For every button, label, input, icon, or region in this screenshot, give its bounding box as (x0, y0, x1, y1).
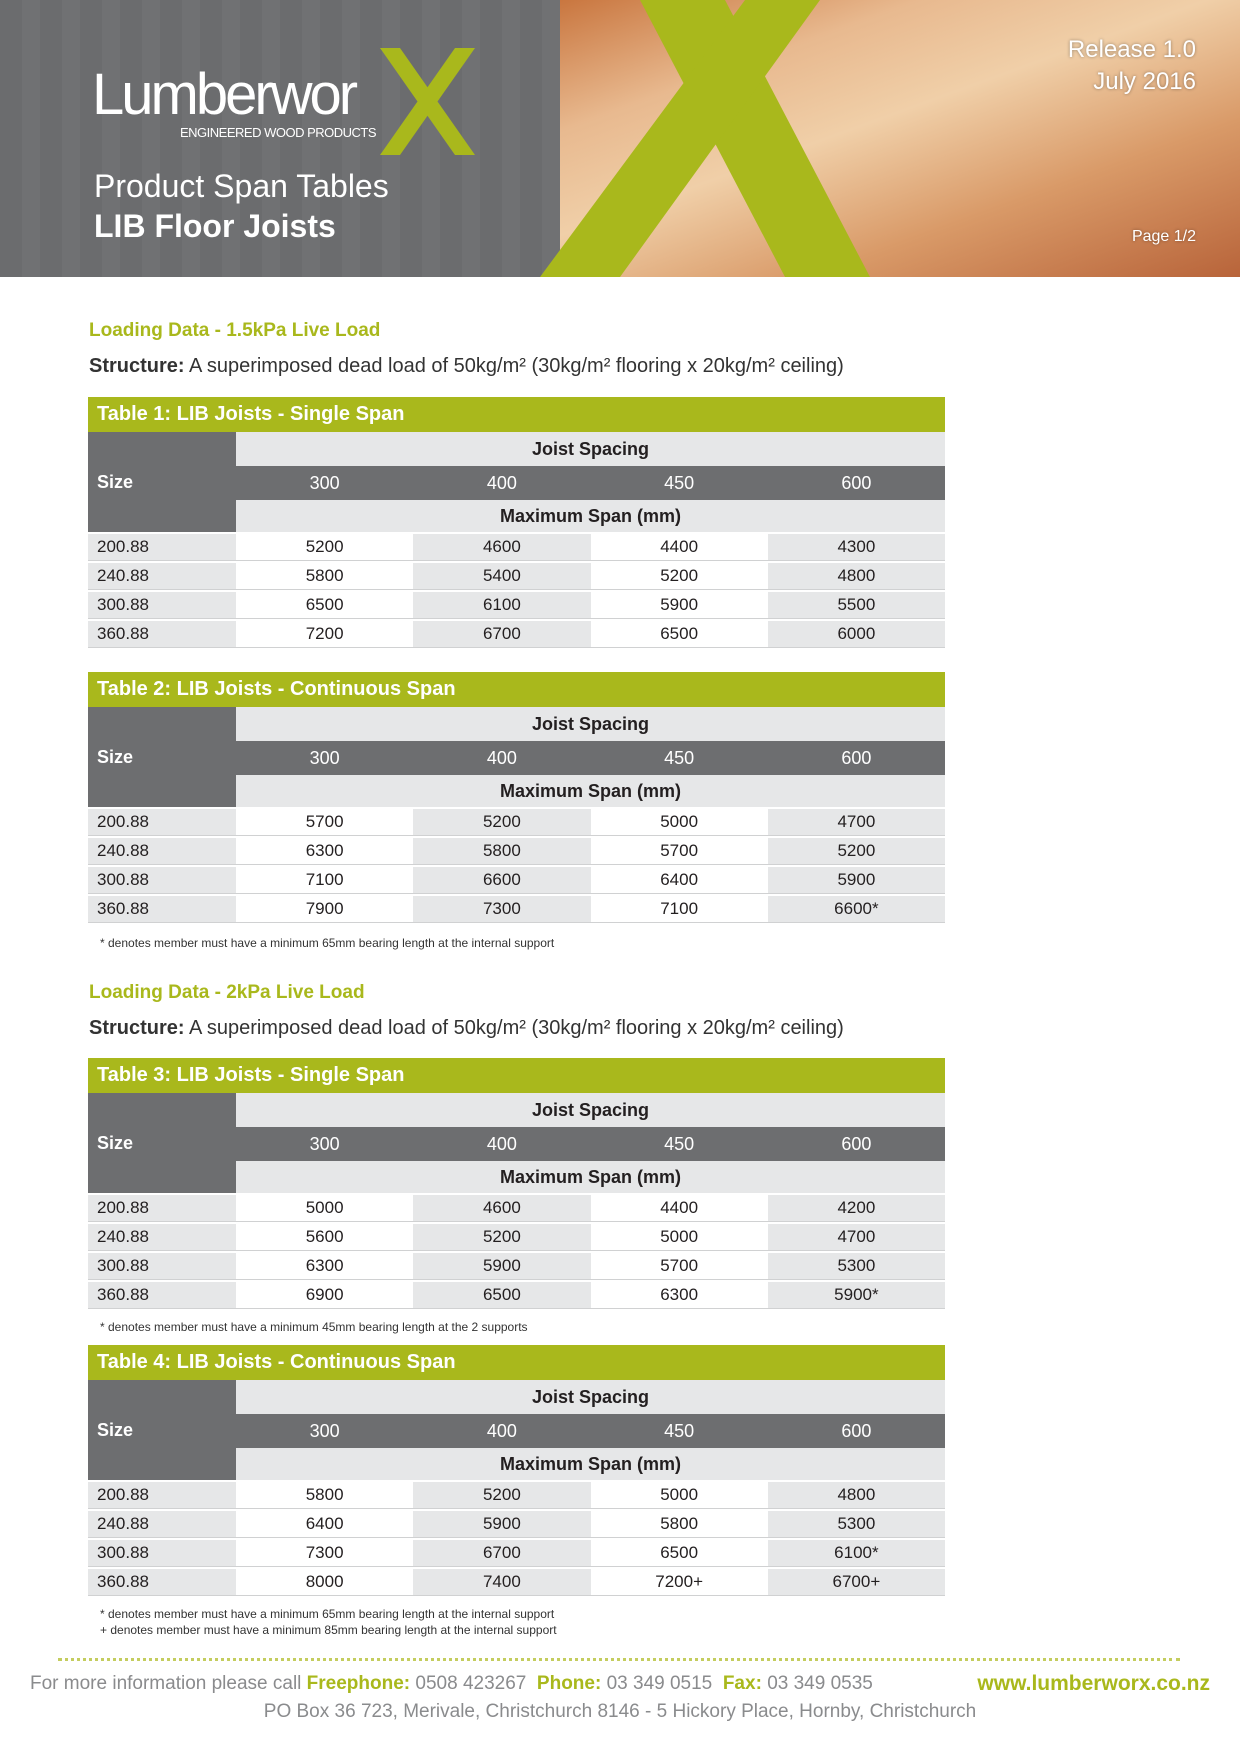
table-row (88, 561, 945, 590)
span-cell: 7200 (236, 621, 413, 647)
span-cell: 5200 (413, 1224, 590, 1250)
joist-spacing-header: Joist Spacing (236, 1093, 945, 1127)
size-cell: 240.88 (88, 563, 236, 589)
table-title: Table 4: LIB Joists - Continuous Span (88, 1345, 945, 1380)
table-row (88, 894, 945, 923)
span-cell: 7900 (236, 896, 413, 922)
size-cell: 200.88 (88, 809, 236, 835)
span-cell: 5400 (413, 563, 590, 589)
spacing-header-cell: 450 (664, 1134, 695, 1154)
spacing-header-cell: 450 (664, 473, 695, 493)
span-cell: 6400 (591, 867, 768, 893)
spacing-header-cell: 600 (841, 473, 872, 493)
size-cell: 360.88 (88, 1569, 236, 1595)
span-cell: 5900 (768, 867, 945, 893)
dotted-divider (58, 1658, 1180, 1661)
spacing-header-cell: 300 (309, 748, 340, 768)
size-cell: 360.88 (88, 1282, 236, 1308)
joist-spacing-header: Joist Spacing (236, 432, 945, 466)
fax-label: Fax: (722, 1673, 762, 1694)
table-title: Table 3: LIB Joists - Single Span (88, 1058, 945, 1093)
spacing-header-cell: 600 (841, 748, 872, 768)
table-4-note: * denotes member must have a minimum 65mm bearing length at the internal support (100, 1607, 555, 1621)
span-table-4 (88, 1345, 945, 1596)
span-cell: 6700 (413, 1540, 590, 1566)
spacing-header-cell: 300 (309, 1134, 340, 1154)
table-3-note: * denotes member must have a minimum 45mm bearing length at the 2 supports (100, 1320, 528, 1334)
header-banner (0, 0, 1240, 277)
structure-text (89, 355, 844, 378)
table-row (88, 1280, 945, 1309)
size-column-header: Size (88, 432, 236, 532)
spacing-header-cell: 450 (664, 748, 695, 768)
structure-description: A superimposed dead load of 50kg/m² (30kg/m² flooring x 20kg/m² ceiling) (189, 355, 844, 377)
table-2-note: * denotes member must have a minimum 65mm bearing length at the internal support (100, 936, 555, 950)
table-4-note: + denotes member must have a minimum 85mm bearing length at the internal support (100, 1623, 557, 1637)
freephone-number[interactable]: 0508 423267 (415, 1673, 527, 1694)
span-cell: 5500 (768, 592, 945, 618)
span-cell: 6300 (236, 838, 413, 864)
table-row (88, 1222, 945, 1251)
span-cell: 5200 (236, 534, 413, 560)
footer-address: PO Box 36 723, Merivale, Christchurch 8146 - 5 Hickory Place, Hornby, Christchurch (263, 1701, 977, 1722)
freephone-label: Freephone: (306, 1673, 411, 1694)
table-row (88, 865, 945, 894)
structure-label: Structure: (89, 355, 185, 377)
logo-wordmark: Lumberwor (92, 62, 356, 127)
span-cell: 5900 (413, 1253, 590, 1279)
span-cell: 6500 (591, 1540, 768, 1566)
table-row (88, 619, 945, 648)
table-row (88, 1538, 945, 1567)
spacing-header-cell: 400 (486, 748, 517, 768)
span-cell: 5900 (591, 592, 768, 618)
spacing-header-cell: 400 (486, 473, 517, 493)
table-row (88, 590, 945, 619)
span-cell: 5800 (236, 563, 413, 589)
span-cell: 7400 (413, 1569, 590, 1595)
span-cell: 7100 (236, 867, 413, 893)
span-cell: 5200 (768, 838, 945, 864)
span-cell: 5800 (591, 1511, 768, 1537)
size-cell: 200.88 (88, 1482, 236, 1508)
spacing-values-row (236, 1127, 945, 1161)
spacing-header-cell: 300 (309, 473, 340, 493)
maximum-span-header: Maximum Span (mm) (236, 500, 945, 532)
span-cell: 5300 (768, 1253, 945, 1279)
span-cell: 4700 (768, 809, 945, 835)
table-row (88, 836, 945, 865)
spacing-header-cell: 600 (841, 1134, 872, 1154)
span-cell: 6600 (413, 867, 590, 893)
table-row (88, 1509, 945, 1538)
span-cell: 5300 (768, 1511, 945, 1537)
span-cell: 5000 (236, 1195, 413, 1221)
span-cell: 5800 (413, 838, 590, 864)
release-date: July 2016 (1093, 68, 1196, 95)
joist-spacing-header: Joist Spacing (236, 707, 945, 741)
span-cell: 5700 (591, 838, 768, 864)
span-cell: 5200 (413, 809, 590, 835)
span-cell: 6300 (591, 1282, 768, 1308)
website-link[interactable]: www.lumberworx.co.nz (977, 1672, 1210, 1695)
span-cell: 7300 (236, 1540, 413, 1566)
span-table-1 (88, 397, 945, 648)
spacing-values-row (236, 466, 945, 500)
span-cell: 4800 (768, 1482, 945, 1508)
span-cell: 6300 (236, 1253, 413, 1279)
spacing-header-cell: 300 (309, 1421, 340, 1441)
maximum-span-header: Maximum Span (mm) (236, 1448, 945, 1480)
size-column-header: Size (88, 707, 236, 807)
spacing-header-cell: 400 (486, 1421, 517, 1441)
span-cell: 4700 (768, 1224, 945, 1250)
structure-label: Structure: (89, 1017, 185, 1039)
span-cell: 7200+ (591, 1569, 768, 1595)
size-cell: 200.88 (88, 1195, 236, 1221)
span-cell: 4400 (591, 1195, 768, 1221)
table-title: Table 1: LIB Joists - Single Span (88, 397, 945, 432)
span-cell: 5000 (591, 1224, 768, 1250)
table-row (88, 1480, 945, 1509)
span-cell: 5000 (591, 1482, 768, 1508)
size-column-header: Size (88, 1093, 236, 1193)
table-header (88, 432, 945, 532)
span-cell: 7100 (591, 896, 768, 922)
footer-intro: For more information please call (30, 1673, 302, 1694)
table-row (88, 807, 945, 836)
span-cell: 5200 (591, 563, 768, 589)
table-row (88, 1193, 945, 1222)
span-cell: 5900 (413, 1511, 590, 1537)
span-table-3 (88, 1058, 945, 1309)
span-cell: 6500 (591, 621, 768, 647)
span-table-2 (88, 672, 945, 923)
footer-contact-line (30, 1672, 873, 1696)
span-cell: 5000 (591, 809, 768, 835)
table-header (88, 1380, 945, 1480)
structure-description: A superimposed dead load of 50kg/m² (30kg/m² flooring x 20kg/m² ceiling) (189, 1017, 844, 1039)
span-cell: 4300 (768, 534, 945, 560)
span-cell: 5600 (236, 1224, 413, 1250)
size-cell: 200.88 (88, 534, 236, 560)
size-cell: 300.88 (88, 867, 236, 893)
span-cell: 6900 (236, 1282, 413, 1308)
table-row (88, 1567, 945, 1596)
span-cell: 4200 (768, 1195, 945, 1221)
table-title: Table 2: LIB Joists - Continuous Span (88, 672, 945, 707)
span-cell: 5700 (236, 809, 413, 835)
span-cell: 5900* (768, 1282, 945, 1308)
table-header (88, 1093, 945, 1193)
span-cell: 5700 (591, 1253, 768, 1279)
spacing-header-cell: 600 (841, 1421, 872, 1441)
span-cell: 6500 (236, 592, 413, 618)
span-cell: 6400 (236, 1511, 413, 1537)
span-cell: 5800 (236, 1482, 413, 1508)
span-cell: 6100 (413, 592, 590, 618)
logo-tagline: ENGINEERED WOOD PRODUCTS (180, 125, 377, 140)
size-cell: 300.88 (88, 1540, 236, 1566)
span-cell: 5200 (413, 1482, 590, 1508)
span-cell: 6000 (768, 621, 945, 647)
size-cell: 240.88 (88, 838, 236, 864)
size-cell: 300.88 (88, 1253, 236, 1279)
span-cell: 6700 (413, 621, 590, 647)
joist-spacing-header: Joist Spacing (236, 1380, 945, 1414)
size-cell: 360.88 (88, 621, 236, 647)
table-row (88, 1251, 945, 1280)
maximum-span-header: Maximum Span (mm) (236, 775, 945, 807)
size-cell: 240.88 (88, 1224, 236, 1250)
span-cell: 6500 (413, 1282, 590, 1308)
structure-text (89, 1017, 844, 1040)
span-cell: 6100* (768, 1540, 945, 1566)
release-label: Release 1.0 (1067, 36, 1196, 63)
span-cell: 8000 (236, 1569, 413, 1595)
phone-number[interactable]: 03 349 0515 (606, 1673, 713, 1694)
span-cell: 4400 (591, 534, 768, 560)
fax-number: 03 349 0535 (767, 1673, 873, 1694)
size-cell: 240.88 (88, 1511, 236, 1537)
page-subtitle: LIB Floor Joists (94, 208, 336, 244)
table-row (88, 532, 945, 561)
span-cell: 7300 (413, 896, 590, 922)
size-column-header: Size (88, 1380, 236, 1480)
span-cell: 4600 (413, 534, 590, 560)
maximum-span-header: Maximum Span (mm) (236, 1161, 945, 1193)
table-header (88, 707, 945, 807)
size-cell: 300.88 (88, 592, 236, 618)
span-cell: 4600 (413, 1195, 590, 1221)
section-heading: Loading Data - 1.5kPa Live Load (89, 320, 381, 341)
spacing-values-row (236, 1414, 945, 1448)
page-title: Product Span Tables (94, 168, 389, 204)
spacing-header-cell: 450 (664, 1421, 695, 1441)
span-cell: 6700+ (768, 1569, 945, 1595)
span-cell: 6600* (768, 896, 945, 922)
footer-contact (30, 1672, 1210, 1698)
size-cell: 360.88 (88, 896, 236, 922)
page-number: Page 1/2 (1131, 228, 1196, 245)
spacing-values-row (236, 741, 945, 775)
spacing-header-cell: 400 (486, 1134, 517, 1154)
section-heading: Loading Data - 2kPa Live Load (89, 982, 365, 1003)
span-cell: 4800 (768, 563, 945, 589)
phone-label: Phone: (536, 1673, 602, 1694)
